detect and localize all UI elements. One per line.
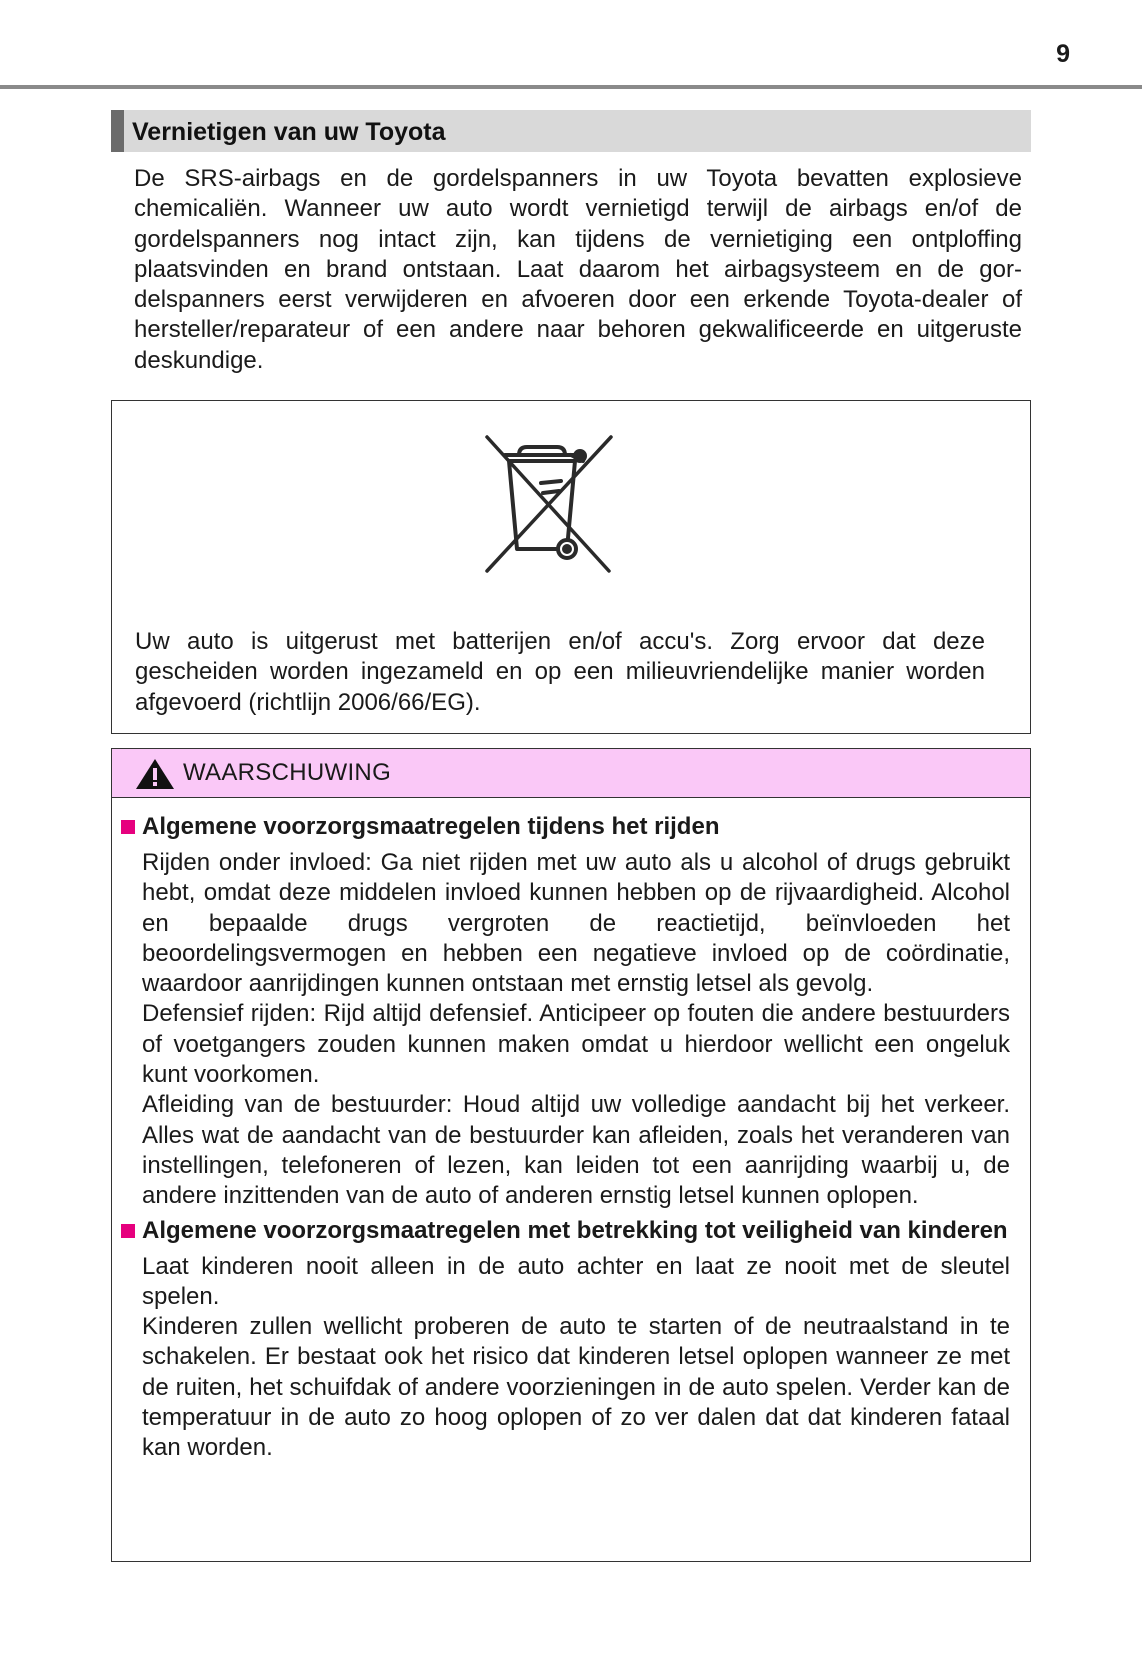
crossed-out-wheelie-bin-icon xyxy=(479,431,619,576)
intro-paragraph: De SRS-airbags en de gordelspanners in uw Toyota bevatten explosieve chemicaliën. Wanneer uw auto wordt vernietigd terwijl de airbags en/of de gordelspanners nog intact zijn, kan tijdens de vernietiging een ontploffing plaatsvinden en brand ontstaan. Laat daarom het airbagsysteem en de gordelspanners eerst verwijderen en afvoeren door een erkende Toyota-dealer of hersteller/reparateur of een andere naar behoren gekwalificeerde en uitgeruste deskundige. xyxy=(134,165,1022,374)
recycling-notice-box xyxy=(111,400,1031,734)
warning-paragraph: Afleiding van de bestuurder: Houd altijd uw volledige aandacht bij het verkeer. Alles wat de aandacht van de bestuurder kan afleiden, zoals het veranderen van instellingen, telefoneren of lezen, kan leiden tot een aanrijding waarbij u, de andere inzittenden van de auto of anderen ernstig letsel kunnen oplopen. xyxy=(142,1091,1010,1210)
section-title: Vernietigen van uw Toyota xyxy=(111,110,1031,152)
warning-paragraph: Laat kinderen nooit alleen in de auto achter en laat ze nooit met de sleutel spelen. xyxy=(142,1252,1010,1310)
heading-text: Algemene voorzorgsmaatregelen met betrekking tot veiligheid van kinderen xyxy=(142,1216,1008,1244)
warning-box xyxy=(111,748,1031,1562)
warning-paragraph: Defensief rijden: Rijd altijd defensief. Anticipeer op fouten die andere bestuurders of voetgangers zouden kunnen maken omdat u hierdoor wellicht een ongeluk kunt voorkomen. xyxy=(142,1000,1010,1089)
warning-paragraph: Rijden onder invloed: Ga niet rijden met uw auto als u alcohol of drugs gebruikt hebt, omdat deze middelen invloed kunnen hebben op de rijvaardigheid. Alcohol en bepaalde drugs vergroten de reactietijd, beïnvloeden het beoordelingsvermogen en hebben een negatieve invloed op de coördinatie, waardoor aanrijdingen kunnen ontstaan met ernstig letsel als gevolg. xyxy=(142,849,1010,998)
magenta-bullet-icon xyxy=(121,1224,135,1238)
warning-header xyxy=(112,749,1030,798)
magenta-bullet-icon xyxy=(121,820,135,834)
battery-disposal-text: Uw auto is uitgerust met batterijen en/of accu's. Zorg ervoor dat deze gescheiden worden ingezameld en op een milieuvriendelijke manier worden afgevoerd (richtlijn 2006/66/EG). xyxy=(135,628,985,716)
heading-text: Algemene voorzorgsmaatregelen tijdens het rijden xyxy=(142,813,720,840)
header-rule xyxy=(0,85,1142,89)
warning-section-heading xyxy=(121,1216,1021,1246)
page-number: 9 xyxy=(1056,40,1070,68)
warning-triangle-icon xyxy=(134,757,176,791)
warning-paragraph: Kinderen zullen wellicht proberen de auto te starten of de neutraalstand in te schakelen. Er bestaat ook het risico dat kinderen letsel oplopen wanneer ze met de ruiten, het schuifdak of andere voorzieningen in de auto spelen. Verder kan de temperatuur in de auto zo hoog oplopen of zo ver dalen dat dat kinderen fataal kan worden. xyxy=(142,1313,1010,1462)
warning-section-heading xyxy=(121,812,1021,842)
warning-header-label: WAARSCHUWING xyxy=(183,759,392,786)
warning-content xyxy=(121,812,1021,1464)
